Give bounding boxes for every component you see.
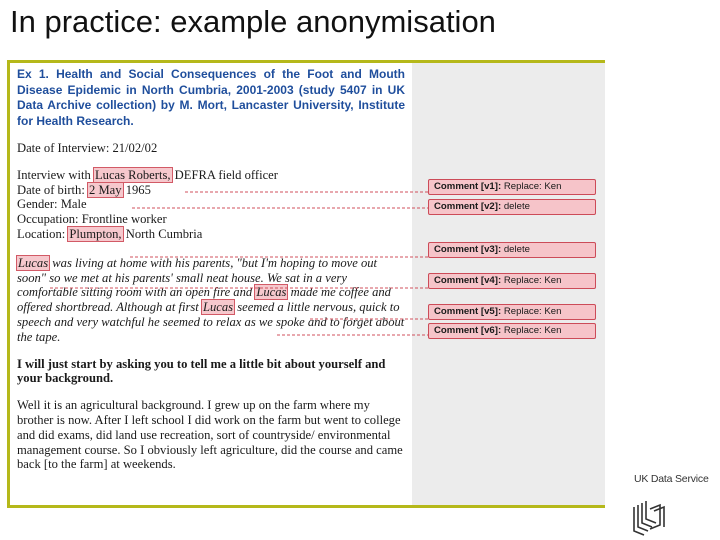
comment-v5[interactable]: [428, 304, 596, 320]
redaction-name-highlight-1[interactable]: Lucas: [18, 255, 49, 270]
occupation-line: Occupation: Frontline worker: [17, 212, 167, 227]
comment-v1[interactable]: [428, 179, 596, 195]
comment-v3[interactable]: [428, 242, 596, 258]
study-header: Ex 1. Health and Social Consequences of the Foot and Mouth Disease Epidemic in North Cumbria, 2001-2003 (study 5407 in UK Data Archive collection) by M. Mort, Lancaster University, Institute for Health Research.: [17, 67, 405, 128]
comment-v6[interactable]: [428, 323, 596, 339]
redaction-name-highlight-3[interactable]: Lucas: [202, 300, 234, 315]
dob-line: [17, 183, 405, 198]
narrative-text-b: made me coffee and offered shortbread. Although at first: [17, 285, 391, 315]
redaction-dob-highlight[interactable]: 2 May: [89, 182, 122, 197]
interview-with-suffix: DEFRA field officer: [174, 167, 278, 182]
comment-text: delete: [503, 244, 530, 255]
comment-label: Comment [v6]:: [434, 325, 502, 336]
comment-text: Replace: Ken: [503, 275, 562, 286]
dob-suffix: 1965: [125, 182, 151, 197]
comment-label: Comment [v5]:: [434, 306, 502, 317]
comment-label: Comment [v1]:: [434, 181, 502, 192]
comment-text: Replace: Ken: [503, 306, 562, 317]
interview-with-prefix: Interview with: [17, 167, 91, 182]
comment-v2[interactable]: [428, 199, 596, 215]
narrative-text-a: was living at home with his parents, "but I'm hoping to move out soon" so we met at his parents' small neat house. We sat in a very comfortable sitting room with an open fire and: [17, 255, 378, 300]
interview-date: Date of Interview: 21/02/02: [17, 141, 158, 155]
location-prefix: Location:: [17, 226, 66, 241]
redaction-name-highlight[interactable]: Lucas Roberts,: [94, 167, 171, 182]
redaction-name-highlight-2[interactable]: Lucas: [256, 285, 287, 300]
slide-title: In practice: example anonymisation: [10, 4, 496, 39]
dob-prefix: Date of birth:: [17, 182, 85, 197]
uk-data-service-logo-icon: [630, 497, 670, 537]
gender-line: Gender: Male: [17, 197, 87, 212]
redaction-location-highlight[interactable]: Plumpton,: [69, 226, 122, 241]
comment-text: delete: [503, 201, 530, 212]
narrative-paragraph: [17, 256, 405, 345]
location-suffix: North Cumbria: [125, 226, 203, 241]
comment-text: Replace: Ken: [503, 325, 562, 336]
location-line: [17, 227, 405, 242]
transcript-document: [17, 67, 405, 472]
interviewer-question: I will just start by asking you to tell me a little bit about yourself and your background.: [17, 356, 386, 386]
comment-label: Comment [v2]:: [434, 201, 502, 212]
uk-data-service-logo-text: UK Data Service: [634, 473, 709, 485]
comment-label: Comment [v3]:: [434, 244, 502, 255]
interviewee-answer: Well it is an agricultural background. I grew up on the farm where my brother is now. After I left school I did work on the farm but went to college and did exams, did land use recreation, sort of countryside/ environmental management course. So I obviously left agriculture, did the course and came back [to the farm] at weekends.: [17, 398, 403, 472]
comment-v4[interactable]: [428, 273, 596, 289]
comment-label: Comment [v4]:: [434, 275, 502, 286]
interview-with-line: [17, 168, 405, 183]
narrative-text-c: seemed a little nervous, quick to speech and very watchful he seemed to relax as we spoke and to forget about the tape.: [17, 300, 405, 344]
comment-text: Replace: Ken: [503, 181, 562, 192]
